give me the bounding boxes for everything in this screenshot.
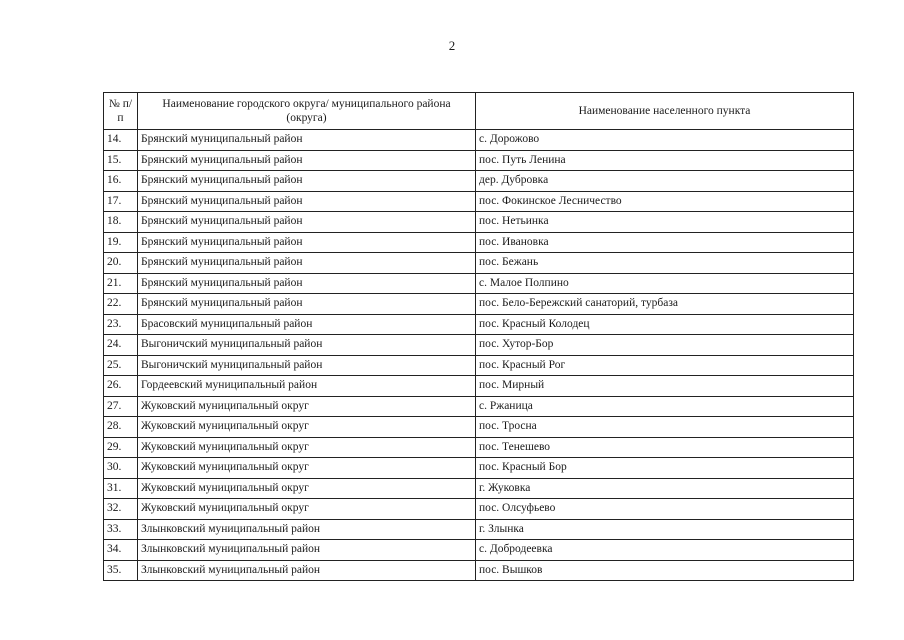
table-row <box>104 396 854 417</box>
row-num-cell: 25. <box>104 355 138 376</box>
table-row <box>104 417 854 438</box>
row-num-cell: 29. <box>104 437 138 458</box>
row-num-cell: 18. <box>104 212 138 233</box>
row-district-cell: Брянский муниципальный район <box>138 273 476 294</box>
row-num-cell: 21. <box>104 273 138 294</box>
table-row <box>104 540 854 561</box>
table-row <box>104 314 854 335</box>
table-row <box>104 171 854 192</box>
row-settlement-cell: с. Ржаница <box>476 396 854 417</box>
table-row <box>104 499 854 520</box>
row-district-cell: Жуковский муниципальный округ <box>138 437 476 458</box>
row-district-cell: Злынковский муниципальный район <box>138 540 476 561</box>
row-district-cell: Брасовский муниципальный район <box>138 314 476 335</box>
row-district-cell: Жуковский муниципальный округ <box>138 417 476 438</box>
row-num-cell: 30. <box>104 458 138 479</box>
row-settlement-cell: с. Дорожово <box>476 130 854 151</box>
table-row <box>104 253 854 274</box>
table-row <box>104 478 854 499</box>
header-settlement: Наименование населенного пункта <box>476 93 854 130</box>
page-number: 2 <box>448 38 456 53</box>
row-settlement-cell: пос. Тенешево <box>476 437 854 458</box>
row-num-cell: 34. <box>104 540 138 561</box>
row-settlement-cell: пос. Хутор-Бор <box>476 335 854 356</box>
row-district-cell: Выгоничский муниципальный район <box>138 355 476 376</box>
row-district-cell: Брянский муниципальный район <box>138 130 476 151</box>
table-row <box>104 191 854 212</box>
row-settlement-cell: пос. Фокинское Лесничество <box>476 191 854 212</box>
row-num-cell: 22. <box>104 294 138 315</box>
row-settlement-cell: с. Добродеевка <box>476 540 854 561</box>
row-district-cell: Злынковский муниципальный район <box>138 519 476 540</box>
row-settlement-cell: пос. Красный Бор <box>476 458 854 479</box>
row-settlement-cell: пос. Красный Колодец <box>476 314 854 335</box>
row-num-cell: 27. <box>104 396 138 417</box>
row-num-cell: 20. <box>104 253 138 274</box>
table-header <box>104 93 854 130</box>
table-body <box>104 130 854 581</box>
row-num-cell: 17. <box>104 191 138 212</box>
table-row <box>104 437 854 458</box>
row-district-cell: Брянский муниципальный район <box>138 191 476 212</box>
row-district-cell: Брянский муниципальный район <box>138 232 476 253</box>
row-num-cell: 31. <box>104 478 138 499</box>
row-settlement-cell: с. Малое Полпино <box>476 273 854 294</box>
table-row <box>104 376 854 397</box>
row-settlement-cell: г. Жуковка <box>476 478 854 499</box>
row-num-cell: 26. <box>104 376 138 397</box>
row-num-cell: 28. <box>104 417 138 438</box>
table-row <box>104 458 854 479</box>
table-row <box>104 130 854 151</box>
table-row <box>104 519 854 540</box>
row-num-cell: 24. <box>104 335 138 356</box>
row-num-cell: 14. <box>104 130 138 151</box>
table-row <box>104 294 854 315</box>
row-settlement-cell: дер. Дубровка <box>476 171 854 192</box>
row-num-cell: 23. <box>104 314 138 335</box>
row-district-cell: Жуковский муниципальный округ <box>138 458 476 479</box>
table-row <box>104 273 854 294</box>
row-district-cell: Жуковский муниципальный округ <box>138 396 476 417</box>
row-district-cell: Брянский муниципальный район <box>138 294 476 315</box>
row-district-cell: Брянский муниципальный район <box>138 253 476 274</box>
header-district: Наименование городского округа/ муниципального района (округа) <box>138 93 476 130</box>
row-district-cell: Брянский муниципальный район <box>138 150 476 171</box>
table-row <box>104 560 854 581</box>
row-num-cell: 32. <box>104 499 138 520</box>
row-settlement-cell: пос. Путь Ленина <box>476 150 854 171</box>
table-row <box>104 355 854 376</box>
row-settlement-cell: пос. Бежань <box>476 253 854 274</box>
row-settlement-cell: пос. Нетьинка <box>476 212 854 233</box>
row-settlement-cell: пос. Бело-Бережский санаторий, турбаза <box>476 294 854 315</box>
row-district-cell: Выгоничский муниципальный район <box>138 335 476 356</box>
row-district-cell: Гордеевский муниципальный район <box>138 376 476 397</box>
row-settlement-cell: пос. Мирный <box>476 376 854 397</box>
row-settlement-cell: пос. Красный Рог <box>476 355 854 376</box>
row-district-cell: Жуковский муниципальный округ <box>138 478 476 499</box>
table-row <box>104 232 854 253</box>
row-district-cell: Брянский муниципальный район <box>138 212 476 233</box>
row-num-cell: 15. <box>104 150 138 171</box>
row-settlement-cell: пос. Олсуфьево <box>476 499 854 520</box>
row-settlement-cell: пос. Ивановка <box>476 232 854 253</box>
row-district-cell: Брянский муниципальный район <box>138 171 476 192</box>
row-settlement-cell: пос. Тросна <box>476 417 854 438</box>
header-row <box>104 93 854 130</box>
row-settlement-cell: г. Злынка <box>476 519 854 540</box>
row-district-cell: Жуковский муниципальный округ <box>138 499 476 520</box>
row-settlement-cell: пос. Вышков <box>476 560 854 581</box>
table-row <box>104 150 854 171</box>
row-district-cell: Злынковский муниципальный район <box>138 560 476 581</box>
table-row <box>104 212 854 233</box>
row-num-cell: 33. <box>104 519 138 540</box>
table-row <box>104 335 854 356</box>
row-num-cell: 19. <box>104 232 138 253</box>
settlements-table <box>103 92 854 581</box>
row-num-cell: 16. <box>104 171 138 192</box>
row-num-cell: 35. <box>104 560 138 581</box>
header-num: № п/п <box>104 93 138 130</box>
